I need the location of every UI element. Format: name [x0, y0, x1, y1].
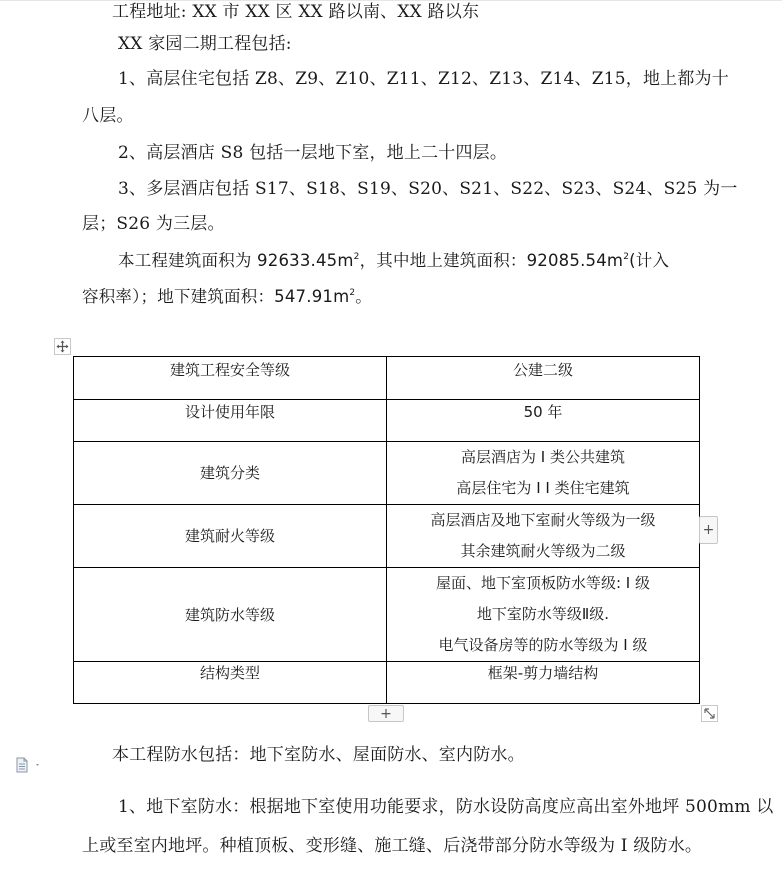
table-resize-handle[interactable]	[701, 705, 718, 722]
move-icon	[56, 340, 69, 353]
paragraph-basement-waterproof-line2: 上或至室内地坪。种植顶板、变形缝、施工缝、后浇带部分防水等级为 I 级防水。	[82, 836, 703, 856]
table-row	[74, 442, 700, 505]
row-label: 结构类型	[74, 662, 387, 704]
row-value: 高层酒店及地下室耐火等级为一级 其余建筑耐火等级为二级	[387, 505, 700, 568]
area-above-text: ，其中地上建筑面积：92085.54m	[359, 251, 624, 270]
row-label: 建筑工程安全等级	[74, 357, 387, 400]
paragraph-area-line1	[118, 250, 669, 272]
row-label: 设计使用年限	[74, 400, 387, 442]
add-column-icon: +	[702, 522, 715, 538]
paragraph-item1-line2: 八层。	[82, 106, 134, 126]
add-row-icon: +	[380, 705, 392, 722]
paragraph-intro: XX 家园二期工程包括:	[118, 34, 292, 54]
table-row	[74, 505, 700, 568]
paragraph-address: 工程地址: XX 市 XX 区 XX 路以南、XX 路以东	[112, 2, 480, 22]
specification-table	[73, 356, 700, 704]
resize-icon	[702, 706, 717, 721]
table-row	[74, 357, 700, 400]
add-row-button[interactable]	[368, 705, 404, 722]
paste-options-icon	[16, 757, 44, 773]
row-value: 公建二级	[387, 357, 700, 400]
area-above-suffix: (计入	[629, 251, 670, 270]
paste-options-button[interactable]	[16, 757, 44, 773]
area-below-suffix: 。	[355, 287, 372, 306]
area-below-text: 容积率）；地下建筑面积：547.91m	[82, 287, 350, 306]
row-label: 建筑分类	[74, 442, 387, 505]
row-value: 框架-剪力墙结构	[387, 662, 700, 704]
area-below-unit-sup: 2	[349, 288, 356, 298]
paragraph-waterproof-scope: 本工程防水包括：地下室防水、屋面防水、室内防水。	[112, 745, 525, 765]
area-above-unit-sup: 2	[623, 252, 630, 262]
table-row	[74, 568, 700, 662]
table-row	[74, 400, 700, 442]
area-total-unit-sup: 2	[353, 252, 360, 262]
paragraph-item3-line1: 3、多层酒店包括 S17、S18、S19、S20、S21、S22、S23、S24、S25 为一	[118, 179, 738, 199]
table-move-handle[interactable]	[54, 338, 71, 355]
paragraph-item2: 2、高层酒店 S8 包括一层地下室，地上二十四层。	[118, 143, 508, 163]
row-value: 高层酒店为 I 类公共建筑 高层住宅为 I I 类住宅建筑	[387, 442, 700, 505]
paragraph-basement-waterproof-line1: 1、地下室防水：根据地下室使用功能要求，防水设防高度应高出室外地坪 500mm 以	[118, 797, 774, 817]
table-row	[74, 662, 700, 704]
add-column-button[interactable]	[699, 516, 718, 544]
row-label: 建筑防水等级	[74, 568, 387, 662]
paragraph-area-line2	[82, 286, 372, 308]
row-value: 50 年	[387, 400, 700, 442]
paragraph-item1-line1: 1、高层住宅包括 Z8、Z9、Z10、Z11、Z12、Z13、Z14、Z15，地上都为十	[118, 69, 729, 89]
paragraph-item3-line2: 层；S26 为三层。	[82, 214, 225, 234]
row-value: 屋面、地下室顶板防水等级: I 级 地下室防水等级Ⅱ级. 电气设备房等的防水等级为 I 级	[387, 568, 700, 662]
area-total-text: 本工程建筑面积为 92633.45m	[118, 251, 354, 270]
row-label: 建筑耐火等级	[74, 505, 387, 568]
